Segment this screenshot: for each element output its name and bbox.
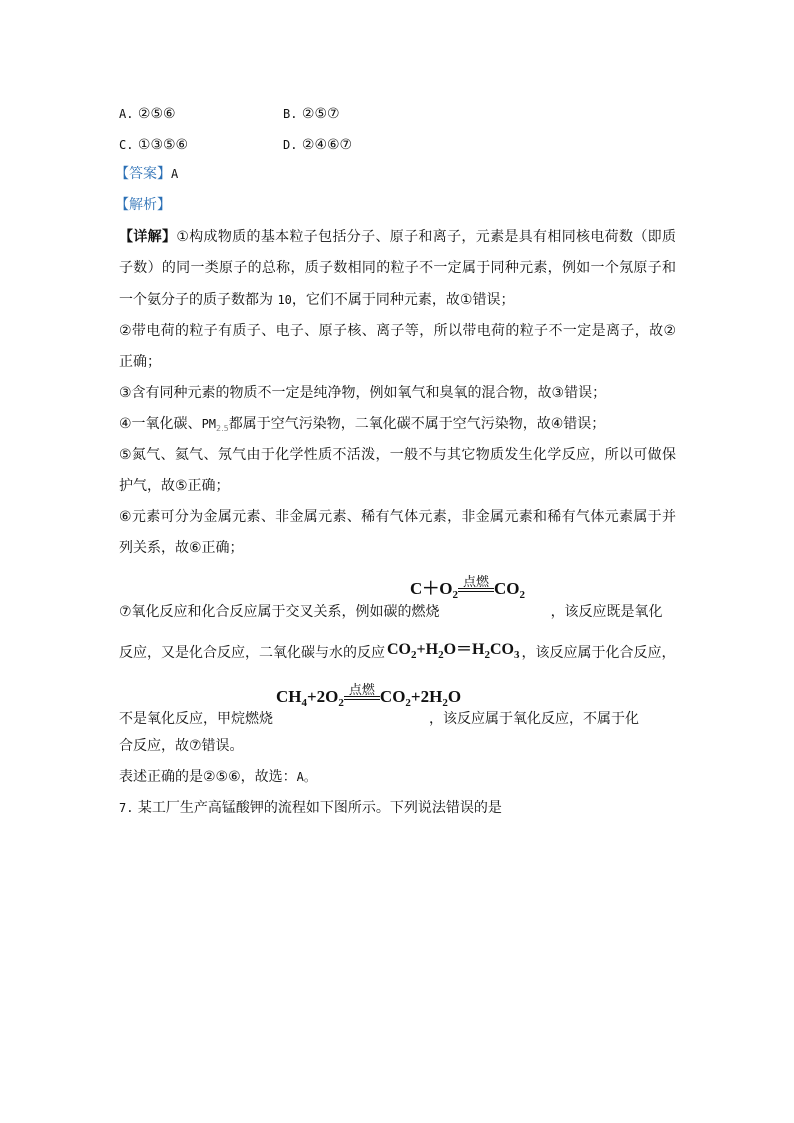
eq-part: CO [387,641,411,658]
detail-line [119,228,676,246]
detail-line: 子数）的同一类原子的总称，质子数相同的粒子不一定属于同种元素，例如一个氖原子和 [119,260,676,276]
detail-line [119,710,639,728]
detail-line: 列关系，故⑥正确； [119,540,244,556]
answer-label: 【答案】 [115,166,171,182]
eq-sub: 2 [338,697,344,709]
detail-text: ，该反应属于氧化反应，不属于化 [429,711,639,727]
detail-text: ，该反应属于化合反应， [521,645,676,661]
detail-line [119,603,663,621]
detail-text: 反应，又是化合反应，二氧化碳与水的反应 [119,645,385,661]
option-letter: C. [119,138,134,152]
detail-text: ，该反应既是氧化 [550,604,663,620]
answer [115,165,178,183]
detail-line: ③含有同种元素的物质不一定是纯净物，例如氧气和臭氧的混合物，故③错误； [119,385,607,401]
detail-line: ⑥元素可分为金属元素、非金属元素、稀有气体元素，非金属元素和稀有气体元素属于并 [119,509,676,525]
equation-methane-combustion [276,683,462,709]
conclusion-line [119,768,316,786]
pm-label: PM [201,417,217,431]
detail-text: 表述正确的是②⑤⑥，故选： [119,769,297,785]
eq-sub: 2 [438,649,444,661]
option-a [119,105,176,123]
eq-part: O [447,687,462,706]
eq-sub: 3 [513,649,520,661]
eq-sub: 2 [452,589,458,601]
detail-text: A。 [296,770,316,784]
detail-text: ⑦氧化反应和化合反应属于交叉关系，例如碳的燃烧 [119,604,440,620]
question-text: 某工厂生产高锰酸钾的流程如下图所示。下列说法错误的是 [137,800,502,816]
detail-text: 都属于空气污染物，二氧化碳不属于空气污染物，故④错误； [228,416,606,432]
eq-part: C＋O [410,579,453,598]
option-b [283,105,340,123]
eq-sub: 2 [442,697,448,709]
detail-line: ⑤氮气、氦气、氖气由于化学性质不活泼，一般不与其它物质发生化学反应，所以可做保 [119,447,676,463]
detail-line [119,643,675,663]
answer-value: A [171,167,179,181]
question-7 [119,799,502,817]
detail-text: ④一氧化碳、 [119,416,202,432]
detail-text: ，它们不属于同种元素，故①错误； [291,292,515,308]
detail-line: 护气，故⑤正确； [119,478,230,494]
equation-carbon-combustion [410,575,525,601]
option-value: ②④⑥⑦ [301,137,353,153]
analysis-heading: 【解析】 [115,197,171,213]
eq-part: +2O [307,687,339,706]
detail-text: ①构成物质的基本粒子包括分子、原子和离子，元素是具有相同核电荷数（即质 [176,229,676,245]
option-d [283,136,352,154]
detail-line: 合反应，故⑦错误。 [119,738,244,754]
option-value: ②⑤⑦ [301,106,340,122]
eq-part: O＝H [443,641,485,658]
eq-part: CH [276,687,302,706]
detail-text: 不是氧化反应，甲烷燃烧 [119,711,273,727]
condition-text: 点燃 [348,683,375,698]
eq-part: CO [489,641,514,658]
reaction-condition [458,575,494,599]
eq-part: CO [494,579,520,598]
eq-sub: 2 [519,589,525,601]
option-value: ①③⑤⑥ [137,137,189,153]
eq-sub: 2 [484,649,490,661]
detail-label: 【详解】 [119,229,177,245]
eq-sub: 2 [405,697,411,709]
option-letter: A. [119,107,134,121]
detail-line: ②带电荷的粒子有质子、电子、原子核、离子等，所以带电荷的粒子不一定是离子，故② [119,323,676,339]
option-value: ②⑤⑥ [137,106,176,122]
detail-line [119,415,605,438]
question-number: 7. [119,801,134,815]
equation-co2-water [387,641,520,661]
option-c [119,136,188,154]
detail-text: 一个氨分子的质子数都为 [119,292,273,308]
eq-part: +2H [410,687,443,706]
condition-text: 点燃 [462,575,489,590]
detail-line: 正确； [119,354,161,370]
detail-line [119,291,514,309]
option-letter: B. [283,107,298,121]
pm-subscript: 2.5 [216,424,229,433]
eq-sub: 2 [411,649,417,661]
option-letter: D. [283,138,298,152]
eq-part: +H [416,641,439,658]
eq-part: CO [379,687,406,706]
reaction-condition [344,683,380,707]
detail-number: 10 [277,293,292,307]
eq-sub: 4 [301,697,307,709]
